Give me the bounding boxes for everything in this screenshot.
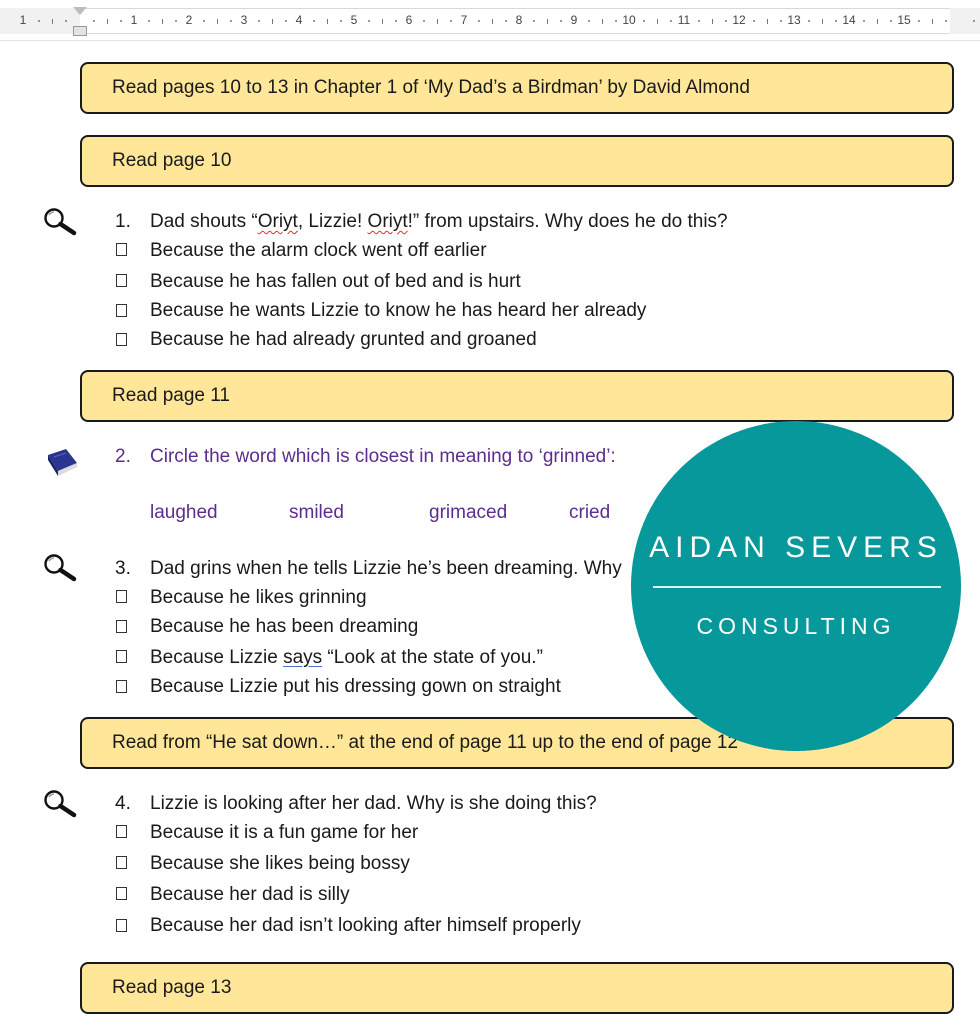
option-text: Because her dad is silly [150,884,350,905]
ruler-label: 12 [732,13,746,27]
option-checkbox[interactable] [116,887,127,900]
word-choice: smiled [289,502,344,523]
option-text: Because he wants Lizzie to know he has heard her already [150,300,647,321]
first-line-indent-marker[interactable] [73,7,87,15]
aidan-severs-logo [631,421,961,751]
question-number: 1. [115,211,131,232]
ruler-label: 1 [130,13,138,27]
ruler-label: 13 [787,13,801,27]
option-checkbox[interactable] [116,919,127,932]
book-icon [44,445,80,481]
option-text: Because he has been dreaming [150,616,419,637]
logo-subtitle: CONSULTING [696,613,896,639]
magnifier-icon [42,553,78,583]
option-checkbox[interactable] [116,243,127,256]
ruler-label: 7 [460,13,468,27]
ruler-label: 15 [897,13,911,27]
ruler-label: 1 [19,13,27,27]
ruler-label: 11 [677,13,691,27]
logo-name: AIDAN SEVERS [649,531,943,564]
section-box-page-13: Read page 13 [80,962,954,1014]
section-box-page-11-to-12: Read from “He sat down…” at the end of page 11 up to the end of page 12 [80,717,954,769]
option-text: Because he has fallen out of bed and is hurt [150,271,521,292]
section-box-page-10: Read page 10 [80,135,954,187]
section-box-page-11: Read page 11 [80,370,954,422]
option-checkbox[interactable] [116,825,127,838]
ruler[interactable] [0,0,980,41]
option-checkbox[interactable] [116,333,127,346]
magnifier-icon [42,207,78,237]
left-indent-marker[interactable] [73,26,87,36]
question-4-text: Lizzie is looking after her dad. Why is she doing this? [150,793,597,814]
ruler-label: 10 [622,13,636,27]
question-number: 3. [115,558,131,579]
option-checkbox[interactable] [116,590,127,603]
question-2-text: Circle the word which is closest in meaning to ‘grinned’: [150,446,616,467]
magnifier-icon [42,789,78,819]
option-checkbox[interactable] [116,680,127,693]
option-checkbox[interactable] [116,856,127,869]
question-number: 4. [115,793,131,814]
option-text: Because it is a fun game for her [150,822,419,843]
logo-divider [653,586,941,588]
ruler-label: 14 [842,13,856,27]
ruler-label: 2 [185,13,193,27]
option-text: Because she likes being bossy [150,853,410,874]
section-box-intro: Read pages 10 to 13 in Chapter 1 of ‘My Dad’s a Birdman’ by David Almond [80,62,954,114]
option-text: Because Lizzie says “Look at the state of you.” [150,647,543,668]
word-choice: cried [569,502,611,523]
ruler-label: 3 [240,13,248,27]
question-1-text: Dad shouts “Oriyt, Lizzie! Oriyt!” from upstairs. Why does he do this? [150,211,728,232]
ruler-label: 9 [570,13,578,27]
option-checkbox[interactable] [116,274,127,287]
option-text: Because he likes grinning [150,587,367,608]
word-choice: laughed [150,502,218,523]
question-3-text: Dad grins when he tells Lizzie he’s been dreaming. Why [150,558,622,579]
ruler-label: 5 [350,13,358,27]
option-text: Because her dad isn’t looking after himself properly [150,915,581,936]
option-text: Because the alarm clock went off earlier [150,240,487,261]
option-checkbox[interactable] [116,650,127,663]
option-text: Because he had already grunted and groaned [150,329,537,350]
option-checkbox[interactable] [116,304,127,317]
ruler-label: 4 [295,13,303,27]
word-choice: grimaced [429,502,508,523]
option-checkbox[interactable] [116,620,127,633]
option-text: Because Lizzie put his dressing gown on straight [150,676,561,697]
question-number: 2. [115,446,131,467]
ruler-label: 8 [515,13,523,27]
ruler-label: 6 [405,13,413,27]
